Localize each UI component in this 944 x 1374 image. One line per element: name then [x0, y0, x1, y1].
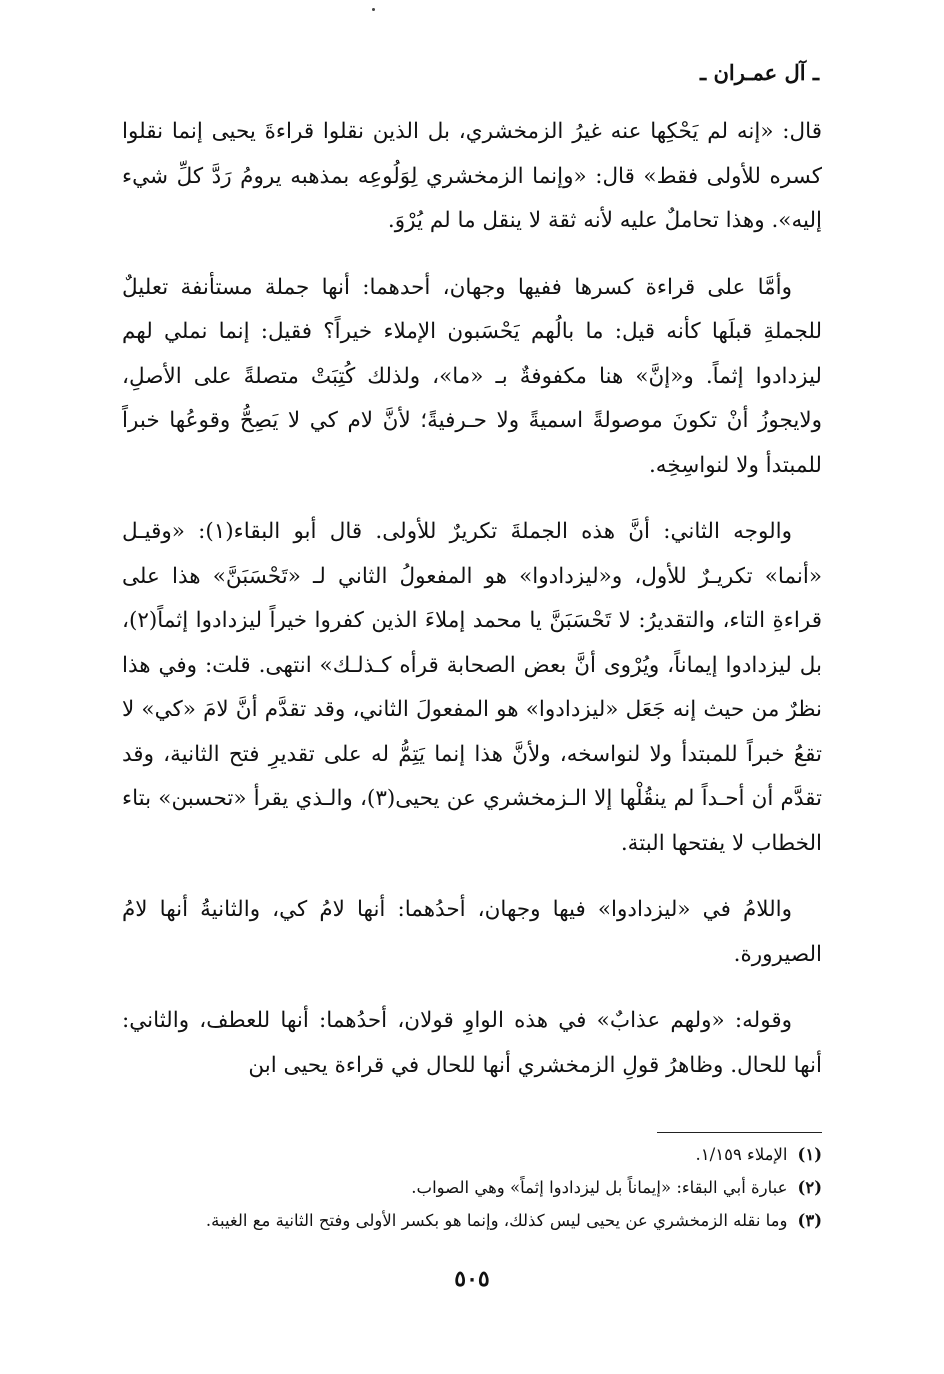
paragraph-3: والوجه الثاني: أنَّ هذه الجملةَ تكريرٌ للأولى. قال أبو البقاء(١): «وقيـل «أنما» تكريـرٌ للأول، و«ليزدادوا» هو المفعولُ الثاني لـ «تَحْسَبَنَّ» هذا على قراءةِ التاء، والتقديرُ: لا تَحْسَبَنَّ يا محمد إملاءَ الذين كفروا خيراً ليزدادوا إثماً(٢)، بل ليزدادوا إيماناً، ويُرْوى أنَّ بعض الصحابة قرأه كـذلـك» انتهى. قلت: وفي هذا نظرٌ من حيث إنه جَعَل «ليزدادوا» هو المفعولَ الثاني، وقد تقدَّم أنَّ لامَ «كي» لا تقعُ خبراً للمبتدأ ولا لنواسخه، ولأنَّ هذا إنما يَتِمُّ له على تقديرِ فتح الثانية، وقد تقدَّم أن أحـداً لم ينقُلْها إلا الـزمخشري عن يحيى(٣)، والـذي يقرأ «تحسبن» بتاء الخطاب لا يفتحها البتة.	[122, 519, 822, 856]
footnote-3-text: وما نقله الزمخشري عن يحيى ليس كذلك، وإنما هو بكسر الأولى وفتح الثانية مع الغيبة.	[205, 1211, 788, 1230]
paragraph-5: وقوله: «ولهم عذابٌ» في هذه الواوِ قولان، أحدُهما: أنها للعطف، والثاني: أنها للحال. وظاهرُ قولِ الزمخشري أنها للحال في قراءة يحيى ابن	[122, 1008, 822, 1078]
footnote-3-number: (٣)	[797, 1211, 822, 1230]
running-header: ـ آل عمـران ـ	[700, 60, 819, 85]
footnote-2	[122, 1171, 822, 1204]
footnote-1-text: الإملاء ١/١٥٩.	[695, 1145, 788, 1164]
footnotes	[122, 1138, 822, 1237]
main-text	[122, 110, 822, 1110]
footnote-1	[122, 1138, 822, 1171]
paragraph-1: قال: «إنه لم يَحْكِها عنه غيرُ الزمخشري، بل الذين نقلوا قراءةَ يحيى إنما نقلوا كسره للأولى فقط» قال: «وإنما الزمخشري لِوَلُوعِه بمذهبه يرومُ رَدَّ كلِّ شيء إليه». وهذا تحاملٌ عليه لأنه ثقة لا ينقل ما لم يُرْوَ.	[122, 119, 822, 233]
footnote-3	[122, 1204, 822, 1237]
footnote-2-text: عبارة أبي البقاء: «إيماناً بل ليزدادوا إثماً» وهي الصواب.	[411, 1178, 788, 1197]
footnote-separator	[657, 1132, 822, 1133]
page-number: ٥٠٥	[454, 1266, 490, 1292]
ink-dot	[372, 8, 375, 11]
paragraph-2: وأمَّا على قراءة كسرها ففيها وجهان، أحدهما: أنها جملة مستأنفة تعليلٌ للجملةِ قبلَها كأنه قيل: ما بالُهم يَحْسَبون الإملاء خيراً؟ فقيل: إنما نملي لهم ليزدادوا إثماً. و«إنَّ» هنا مكفوفةٌ بـ «ما»، ولذلك كُتِبَتْ متصلةً على الأصلِ، ولايجوزُ أنْ تكونَ موصولةً اسميةً ولا حـرفيةً؛ لأنَّ لام كي لا يَصِحُّ وقوعُها خبراً للمبتدأ ولا لنواسِخِه.	[122, 274, 822, 478]
footnote-1-number: (١)	[797, 1145, 822, 1164]
paragraph-4: واللامُ في «ليزدادوا» فيها وجهان، أحدُهما: أنها لامُ كي، والثانيةُ أنها لامُ الصيرورة.	[122, 897, 822, 967]
footnote-2-number: (٢)	[797, 1178, 822, 1197]
